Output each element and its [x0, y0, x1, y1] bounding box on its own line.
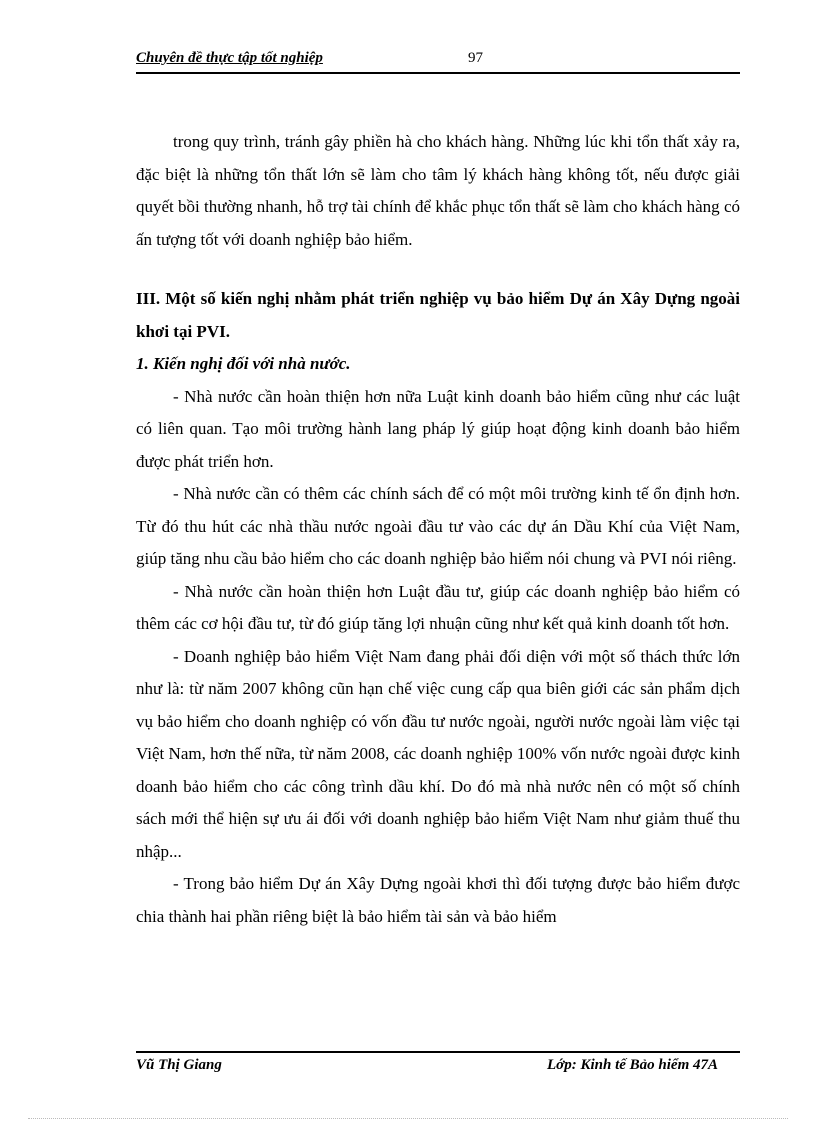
document-body [136, 126, 740, 933]
section-heading: III. Một số kiến nghị nhằm phát triển nghiệp vụ bảo hiểm Dự án Xây Dựng ngoài khơi tại PVI. [136, 289, 740, 341]
document-title: Chuyên đề thực tập tốt nghiệp [136, 50, 323, 66]
paragraph-1: - Nhà nước cần hoàn thiện hơn nữa Luật kinh doanh bảo hiểm cũng như các luật có liên quan. Tạo môi trường hành lang pháp lý giúp hoạt động kinh doanh bảo hiểm được phát triển hơn. [136, 386, 740, 471]
page-header [136, 50, 740, 74]
page-number: 97 [468, 50, 483, 66]
author-name: Vũ Thị Giang [136, 1057, 222, 1073]
paragraph-2: - Nhà nước cần có thêm các chính sách để có một môi trường kinh tế ổn định hơn. Từ đó thu hút các nhà thầu nước ngoài đầu tư vào các dự án Dầu Khí của Việt Nam, giúp tăng nhu cầu bảo hiểm cho các doanh nghiệp bảo hiểm nói chung và PVI nói riêng. [136, 484, 740, 568]
paragraph-4: - Doanh nghiệp bảo hiểm Việt Nam đang phải đối diện với một số thách thức lớn như là: từ năm 2007 không cũn hạn chế việc cung cấp qua biên giới các sản phẩm dịch vụ bảo hiểm cho doanh nghiệp có vốn đầu tư nước ngoài, người nước ngoài làm việc tại Việt Nam, hơn thế nữa, từ năm 2008, các doanh nghiệp 100% vốn nước ngoài được kinh doanh bảo hiểm cho các công trình dầu khí. Do đó mà nhà nước nên có một số chính sách mới thể hiện sự ưu ái đối với doanh nghiệp bảo hiểm Việt Nam như giảm thuế thu nhập... [136, 646, 740, 861]
page-edge-divider [28, 1118, 788, 1119]
intro-paragraph: trong quy trình, tránh gây phiền hà cho khách hàng. Những lúc khi tổn thất xảy ra, đặc biệt là những tổn thất lớn sẽ làm cho tâm lý khách hàng không tốt, nếu được giải quyết bồi thường nhanh, hỗ trợ tài chính để khắc phục tổn thất sẽ làm cho khách hàng có ấn tượng tốt với doanh nghiệp bảo hiểm. [136, 132, 740, 249]
subsection-heading: 1. Kiến nghị đối với nhà nước. [136, 354, 351, 373]
paragraph-5: - Trong bảo hiểm Dự án Xây Dựng ngoài khơi thì đối tượng được bảo hiểm được chia thành hai phần riêng biệt là bảo hiểm tài sản và bảo hiểm [136, 874, 740, 926]
class-info: Lớp: Kinh tế Bảo hiểm 47A [547, 1057, 718, 1073]
page-footer [136, 1051, 740, 1077]
paragraph-3: - Nhà nước cần hoàn thiện hơn Luật đầu tư, giúp các doanh nghiệp bảo hiểm có thêm các cơ hội đầu tư, từ đó giúp tăng lợi nhuận cũng như kết quả kinh doanh tốt hơn. [136, 581, 740, 633]
